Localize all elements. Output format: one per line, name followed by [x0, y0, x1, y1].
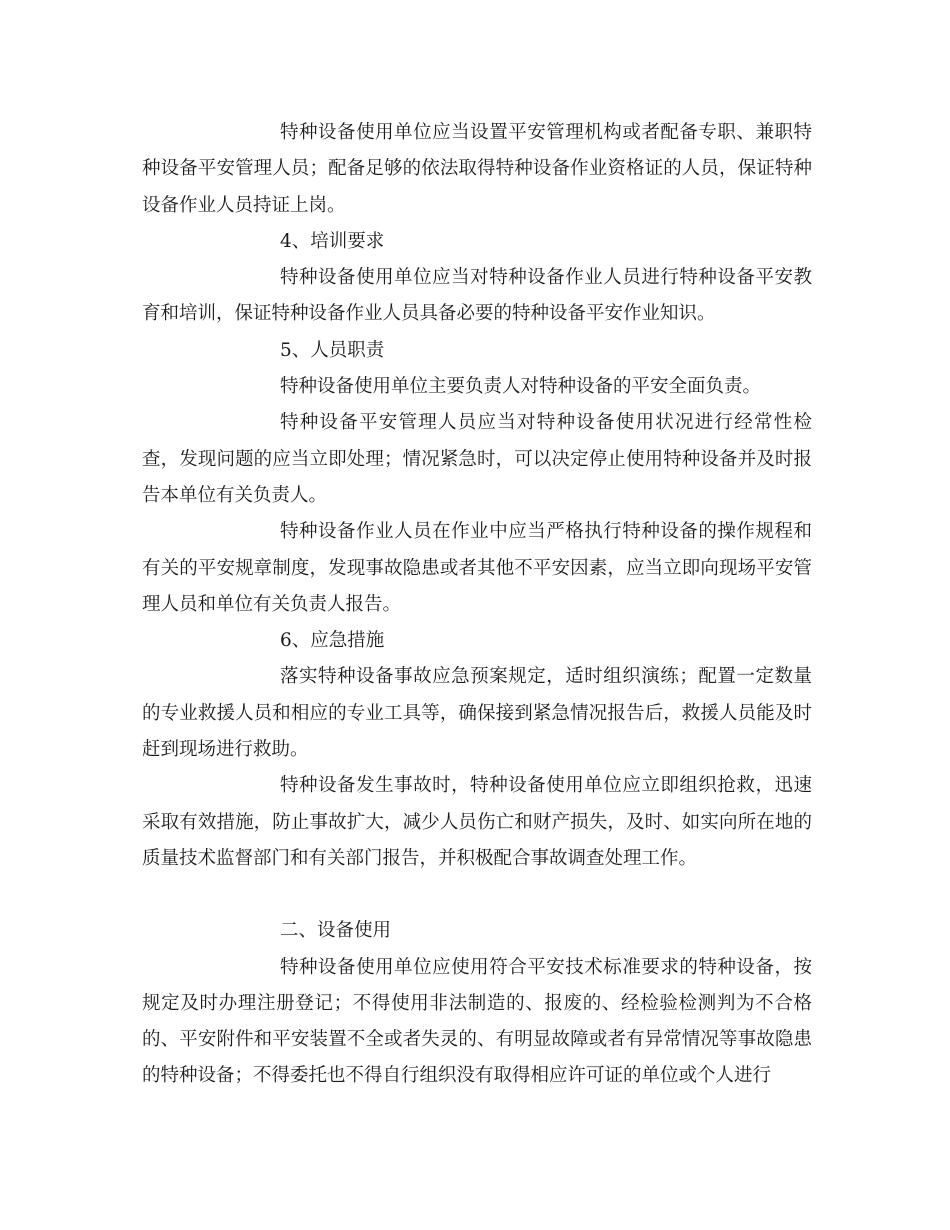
- heading-responsibilities: 5、人员职责: [280, 339, 385, 361]
- document-body: [142, 115, 812, 1095]
- heading-emergency-measures: 6、应急措施: [280, 630, 385, 652]
- paragraph-equipment-use: 特种设备使用单位应使用符合平安技术标准要求的特种设备，按规定及时办理注册登记；不得使用非法制造的、报废的、经检验检测判为不合格的、平安附件和平安装置不全或者失灵的、有明显故障或者有异常情况等事故隐患的特种设备；不得委托也不得自行组织没有取得相应许可证的单位或个人进行: [142, 956, 812, 1087]
- heading-equipment-use: 二、设备使用: [280, 920, 392, 942]
- paragraph-personnel-staffing: 特种设备使用单位应当设置平安管理机构或者配备专职、兼职特种设备平安管理人员；配备足够的依法取得特种设备作业资格证的人员，保证特种设备作业人员持证上岗。: [142, 122, 812, 216]
- paragraph-accident-response: 特种设备发生事故时，特种设备使用单位应立即组织抢救，迅速采取有效措施，防止事故扩大，减少人员伤亡和财产损失，及时、如实向所在地的质量技术监督部门和有关部门报告，并积极配合事故调查处理工作。: [142, 775, 812, 869]
- paragraph-principal-responsibility: 特种设备使用单位主要负责人对特种设备的平安全面负责。: [280, 376, 762, 398]
- paragraph-training: 特种设备使用单位应当对特种设备作业人员进行特种设备平安教育和培训，保证特种设备作业人员具备必要的特种设备平安作业知识。: [142, 267, 812, 325]
- paragraph-emergency-plan: 落实特种设备事故应急预案规定，适时组织演练；配置一定数量的专业救援人员和相应的专业工具等，确保接到紧急情况报告后，救援人员能及时赶到现场进行救助。: [142, 666, 812, 761]
- paragraph-operator-duties: 特种设备作业人员在作业中应当严格执行特种设备的操作规程和有关的平安规章制度，发现事故隐患或者其他不平安因素，应当立即向现场平安管理人员和单位有关负责人报告。: [142, 521, 812, 615]
- paragraph-safety-manager-duties: 特种设备平安管理人员应当对特种设备使用状况进行经常性检查，发现问题的应当立即处理；情况紧急时，可以决定停止使用特种设备并及时报告本单位有关负责人。: [142, 412, 812, 506]
- heading-training: 4、培训要求: [280, 230, 385, 252]
